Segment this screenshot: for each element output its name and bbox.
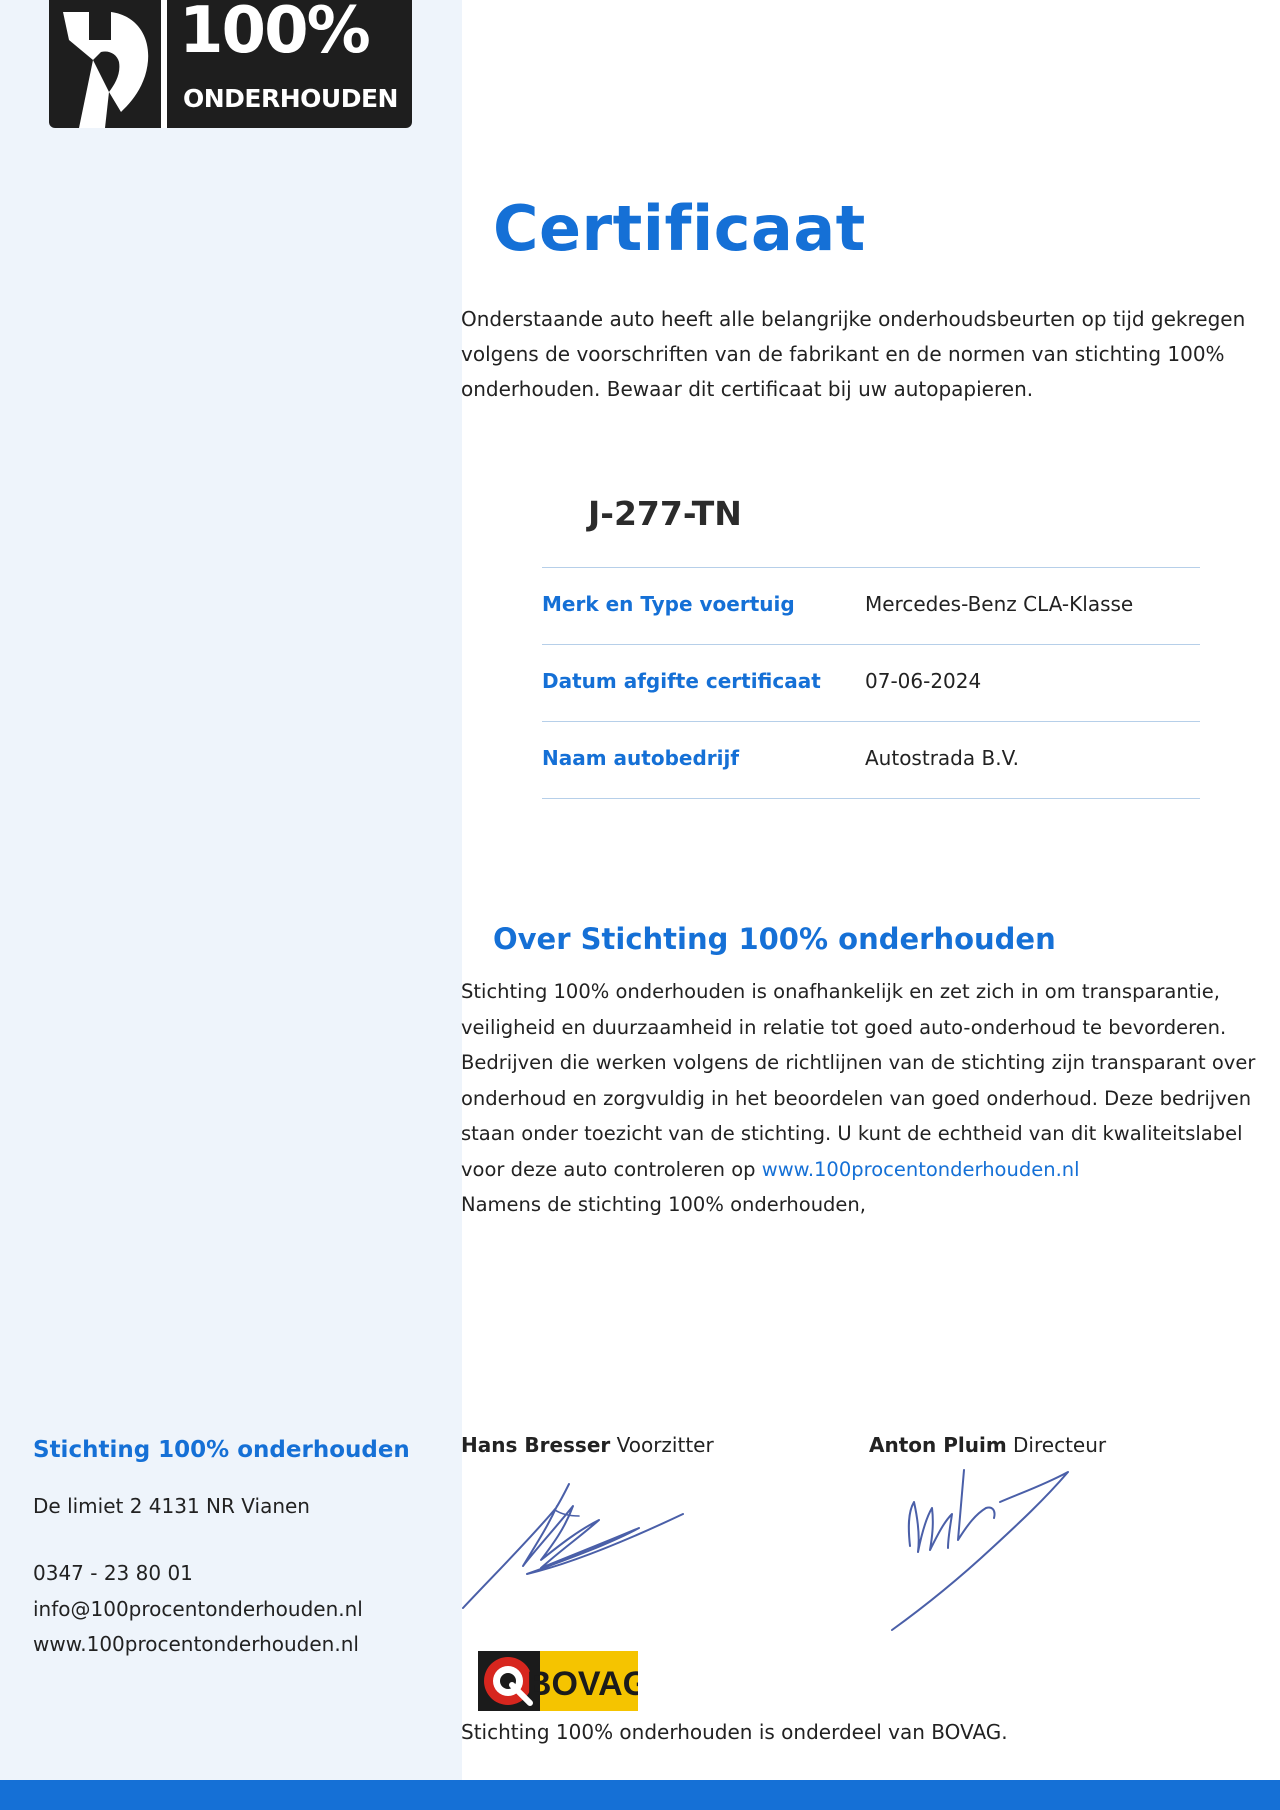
license-plate: J-277-TN [588, 494, 742, 533]
signatory-chairman [461, 1433, 714, 1457]
details-value: 07-06-2024 [865, 669, 982, 693]
signatory-name: Anton Pluim [869, 1433, 1007, 1457]
signatory-name: Hans Bresser [461, 1433, 611, 1457]
footer-address: De limiet 2 4131 NR Vianen [33, 1494, 310, 1518]
details-row [542, 721, 1200, 799]
bottom-accent-bar [0, 1780, 1280, 1810]
details-row [542, 567, 1200, 644]
logo-percentage: 100% [179, 0, 369, 68]
about-heading: Over Stichting 100% onderhouden [493, 922, 1056, 956]
signature-hans-bresser [461, 1478, 691, 1614]
signatory-role: Directeur [1013, 1433, 1107, 1457]
signatory-role: Voorzitter [616, 1433, 714, 1457]
details-label: Datum afgifte certificaat [542, 669, 821, 693]
details-value: Autostrada B.V. [865, 746, 1020, 770]
wrench-icon [49, 0, 161, 128]
footer-website[interactable]: www.100procentonderhouden.nl [33, 1632, 359, 1656]
logo-divider [161, 0, 167, 128]
details-label: Merk en Type voertuig [542, 592, 795, 616]
intro-text: Onderstaande auto heeft alle belangrijke onderhoudsbeurten op tijd gekregen volgens de voorschriften van de fabrikant en de normen van stichting 100% onderhouden. Bewaar dit certificaat bij uw autopapieren. [461, 307, 1246, 401]
bovag-logo-text: BOVAG [526, 1665, 638, 1703]
footer-phone: 0347 - 23 80 01 [33, 1561, 193, 1585]
footer-email[interactable]: info@100procentonderhouden.nl [33, 1597, 363, 1621]
about-paragraph: Stichting 100% onderhouden is onafhankelijk en zet zich in om transparantie, veiligheid en duurzaamheid in relatie tot goed auto-onderhoud te bevorderen. Bedrijven die werken volgens de richtlijnen van de stichting zijn transparant over onderhoud en zorgvuldig in het beoordelen van goed onderhoud. Deze bedrijven staan onder toezicht van de stichting. U kunt de echtheid van dit kwaliteitslabel voor deze auto controleren op [461, 980, 1256, 1181]
about-closing: Namens de stichting 100% onderhouden, [461, 1193, 866, 1216]
details-row [542, 644, 1200, 721]
footer-org-name: Stichting 100% onderhouden [33, 1437, 410, 1463]
signatory-director [869, 1433, 1106, 1457]
details-label: Naam autobedrijf [542, 746, 740, 770]
logo-subtitle: ONDERHOUDEN [183, 84, 398, 113]
bovag-logo [478, 1651, 638, 1711]
details-value: Mercedes-Benz CLA-Klasse [865, 592, 1134, 616]
bovag-membership-note: Stichting 100% onderhouden is onderdeel van BOVAG. [461, 1720, 1008, 1744]
verify-website-link[interactable]: www.100procentonderhouden.nl [761, 1157, 1080, 1181]
page-title: Certificaat [493, 192, 866, 265]
vehicle-details-table [542, 567, 1200, 799]
about-text [461, 974, 1279, 1223]
onderhouden-logo [49, 0, 412, 128]
signature-anton-pluim [868, 1462, 1078, 1634]
